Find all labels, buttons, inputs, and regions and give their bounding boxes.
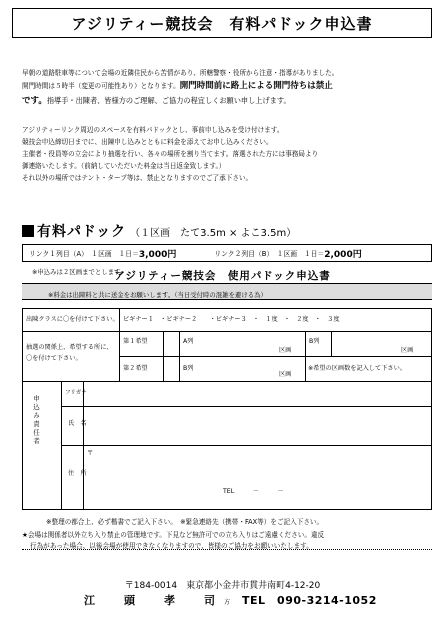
furigana-label: フリガナ bbox=[65, 390, 87, 396]
footer-note-3: 行為があった場合、以後会場が使用できなくなりますので、皆様のご協力をお願いいたします。 bbox=[30, 542, 313, 550]
contact-suffix: 方 bbox=[224, 599, 231, 606]
tel-field[interactable]: TEL － － bbox=[223, 488, 284, 495]
pricing-box bbox=[22, 244, 432, 262]
ring1-label: リンク１列目（A） １区画 １日＝ bbox=[29, 250, 139, 258]
contact-line bbox=[84, 592, 377, 608]
class-options[interactable]: ビギナー１ ・ビギナー２ ・ビギナー３ ・ １度 ・ ２度 ・ ３度 bbox=[123, 316, 340, 323]
lottery-label-1: 抽選の関係上、希望する所に、 bbox=[26, 344, 113, 351]
pricing-note-2: ※料金は出陳料と共に送金をお願いします。（当日受付時の混雑を避ける為） bbox=[48, 291, 267, 299]
ring2-price: 2,000円 bbox=[324, 249, 362, 260]
lottery-text: 主催者・役員等の立会により抽選を行い、各々の場所を割り当てます。 bbox=[22, 150, 233, 158]
intro-line-1: 早朝の道路駐車等について会場の近隣住民から苦情があり、所轄警察・役所から注意・指導がありました。 bbox=[22, 69, 339, 77]
no-waiting-warning: 開門時間前に路上による開門待ちは禁止 bbox=[179, 81, 333, 91]
square-bullet-icon bbox=[22, 225, 34, 237]
class-label: 出陳クラスに〇を付けて下さい。 bbox=[26, 316, 119, 323]
name-label: 氏 名 bbox=[68, 420, 87, 427]
address-label: 住 所 bbox=[68, 470, 87, 477]
rules-line-2: 競技会申込締切日までに、出陳申し込みとともに料金を添えてお申し込みください。 bbox=[22, 138, 273, 146]
rules-line-4: 御連絡いたします。（前納していただいた料金は当日返金致します。） bbox=[22, 162, 226, 170]
rules-line-5: それ以外の場所ではテント・タープ等は、禁止となりますのでご了承下さい。 bbox=[22, 174, 253, 182]
form-title: アジリティー競技会 使用パドック申込書 bbox=[114, 270, 331, 282]
rules-line-1: アジリティーリンク周辺のスペースを有料パドックとし、事前申し込みを受け付けます。 bbox=[22, 126, 284, 134]
plot-size-text: （１区画 たて3.5m × よこ3.5m） bbox=[130, 228, 297, 239]
ring2-label: リンク２列目（B） １区画 １日＝ bbox=[214, 250, 325, 258]
second-choice-row-b: B列 bbox=[183, 365, 194, 372]
first-choice-row-a: A列 bbox=[183, 338, 194, 345]
section-heading bbox=[22, 221, 296, 241]
dotted-divider bbox=[22, 549, 432, 550]
document-title: アジリティー競技会 有料パドック申込書 bbox=[71, 14, 373, 33]
choice-note: ※希望の区画数を記入して下さい。 bbox=[308, 365, 406, 372]
footer-note-1: ※整理の都合上、必ず楷書でご記入下さい。 ※緊急連絡先（携帯・FAX等）をご記入下さい。 bbox=[46, 518, 324, 526]
warning-end: です。 bbox=[22, 96, 47, 106]
application-form bbox=[22, 308, 432, 510]
contact-address: 〒184-0014 東京都小金井市貫井南町4-12-20 bbox=[124, 581, 321, 591]
document-title-box bbox=[12, 8, 432, 38]
ring1-price: 3,000円 bbox=[138, 249, 177, 260]
opening-time-text: 開門時間は５時半（変更の可能性あり）となります。 bbox=[22, 82, 180, 90]
lottery-label-2: 〇を付けて下さい。 bbox=[26, 355, 82, 362]
rules-line-3 bbox=[22, 149, 432, 160]
intro-line-2 bbox=[22, 79, 432, 93]
first-choice-row-b: B列 bbox=[309, 338, 320, 345]
first-choice-a-ku: 区画 bbox=[279, 347, 292, 354]
applicant-label: 申込み責任者 bbox=[32, 395, 40, 446]
second-choice-ku: 区画 bbox=[279, 371, 292, 378]
intro-line-3 bbox=[22, 94, 432, 108]
first-choice-b-ku: 区画 bbox=[401, 347, 414, 354]
paid-paddock-heading: 有料パドック bbox=[37, 224, 127, 240]
pricing-note-1: ※申込みは２区画までとします。 bbox=[32, 268, 127, 276]
contact-tel: TEL 090-3214-1052 bbox=[242, 594, 377, 607]
contact-name: 江 頭 孝 司 bbox=[84, 594, 224, 607]
lottery-text-end: 落選された方には事務局より bbox=[232, 150, 319, 158]
postal-mark: 〒 bbox=[87, 450, 94, 457]
first-choice-label: 第１希望 bbox=[123, 338, 148, 345]
cooperation-request: 指導手・出陳者、皆様方のご理解、ご協力の程宜しくお願い申し上げます。 bbox=[46, 96, 291, 105]
second-choice-label: 第２希望 bbox=[123, 365, 148, 372]
footer-note-2: ★会場は関係者以外立ち入り禁止の管理地です。下見など無許可での立ち入りはご遠慮ください。違反 bbox=[22, 531, 325, 539]
